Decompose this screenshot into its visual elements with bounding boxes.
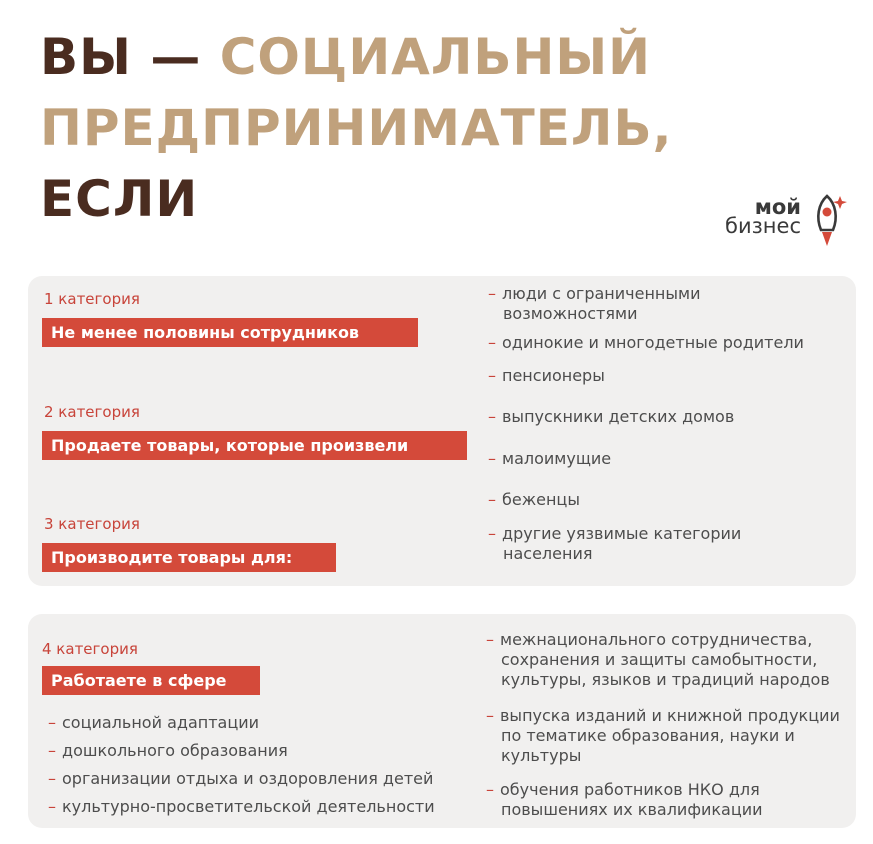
page-title [40, 22, 673, 235]
categories-panel-2 [28, 614, 856, 828]
dash: – [48, 769, 56, 788]
dash: – [488, 449, 496, 468]
categories-panel-1 [28, 276, 856, 586]
list-item: – дошкольного образования [48, 741, 288, 760]
category-1-bar: Не менее половины сотрудников [42, 318, 418, 347]
category-2-bar: Продаете товары, которые произвели [42, 431, 467, 460]
title-line2: ПРЕДПРИНИМАТЕЛЬ, [40, 99, 673, 157]
dash: – [486, 630, 494, 649]
dash: – [488, 490, 496, 509]
list-item: – беженцы [488, 490, 580, 509]
list-item: – культурно-просветительской деятельности [48, 797, 435, 816]
list-item: – одинокие и многодетные родители [488, 333, 804, 352]
list-item: – малоимущие [488, 449, 612, 468]
dash: – [48, 713, 56, 732]
logo-line2: бизнес [725, 214, 801, 238]
dash: – [488, 407, 496, 426]
title-line1-dark: ВЫ — [40, 28, 220, 86]
dash: – [486, 780, 494, 799]
list-item: – межнационального сотрудничества, сохранения и защиты самобытности, культуры, языков и традиций народов [486, 630, 830, 689]
dash: – [488, 524, 496, 543]
category-1-label: 1 категория [44, 290, 140, 308]
dash: – [48, 797, 56, 816]
list-item: – другие уязвимые категории населения [488, 524, 742, 563]
logo-line1: мой [754, 195, 801, 219]
list-item: – организации отдыха и оздоровления детей [48, 769, 434, 788]
list-item: – люди с ограниченными возможностями [488, 284, 701, 323]
dash: – [488, 366, 496, 385]
dash: – [48, 741, 56, 760]
category-3-bar: Производите товары для: [42, 543, 336, 572]
list-item: – обучения работников НКО для повышениях их квалификации [486, 780, 763, 819]
dash: – [488, 333, 496, 352]
list-item: – выпуска изданий и книжной продукции по тематике образования, науки и культуры [486, 706, 840, 765]
moy-biznes-logo [703, 192, 853, 252]
category-2-label: 2 категория [44, 403, 140, 421]
dash: – [488, 284, 496, 303]
list-item: – выпускники детских домов [488, 407, 735, 426]
list-item: – социальной адаптации [48, 713, 260, 732]
title-line3: ЕСЛИ [40, 170, 199, 228]
title-line1-gold: СОЦИАЛЬНЫЙ [219, 28, 651, 86]
category-4-label: 4 категория [42, 640, 138, 658]
category-4-bar: Работаете в сфере [42, 666, 260, 695]
rocket-icon [807, 192, 847, 252]
dash: – [486, 706, 494, 725]
list-item: – пенсионеры [488, 366, 605, 385]
category-3-label: 3 категория [44, 515, 140, 533]
